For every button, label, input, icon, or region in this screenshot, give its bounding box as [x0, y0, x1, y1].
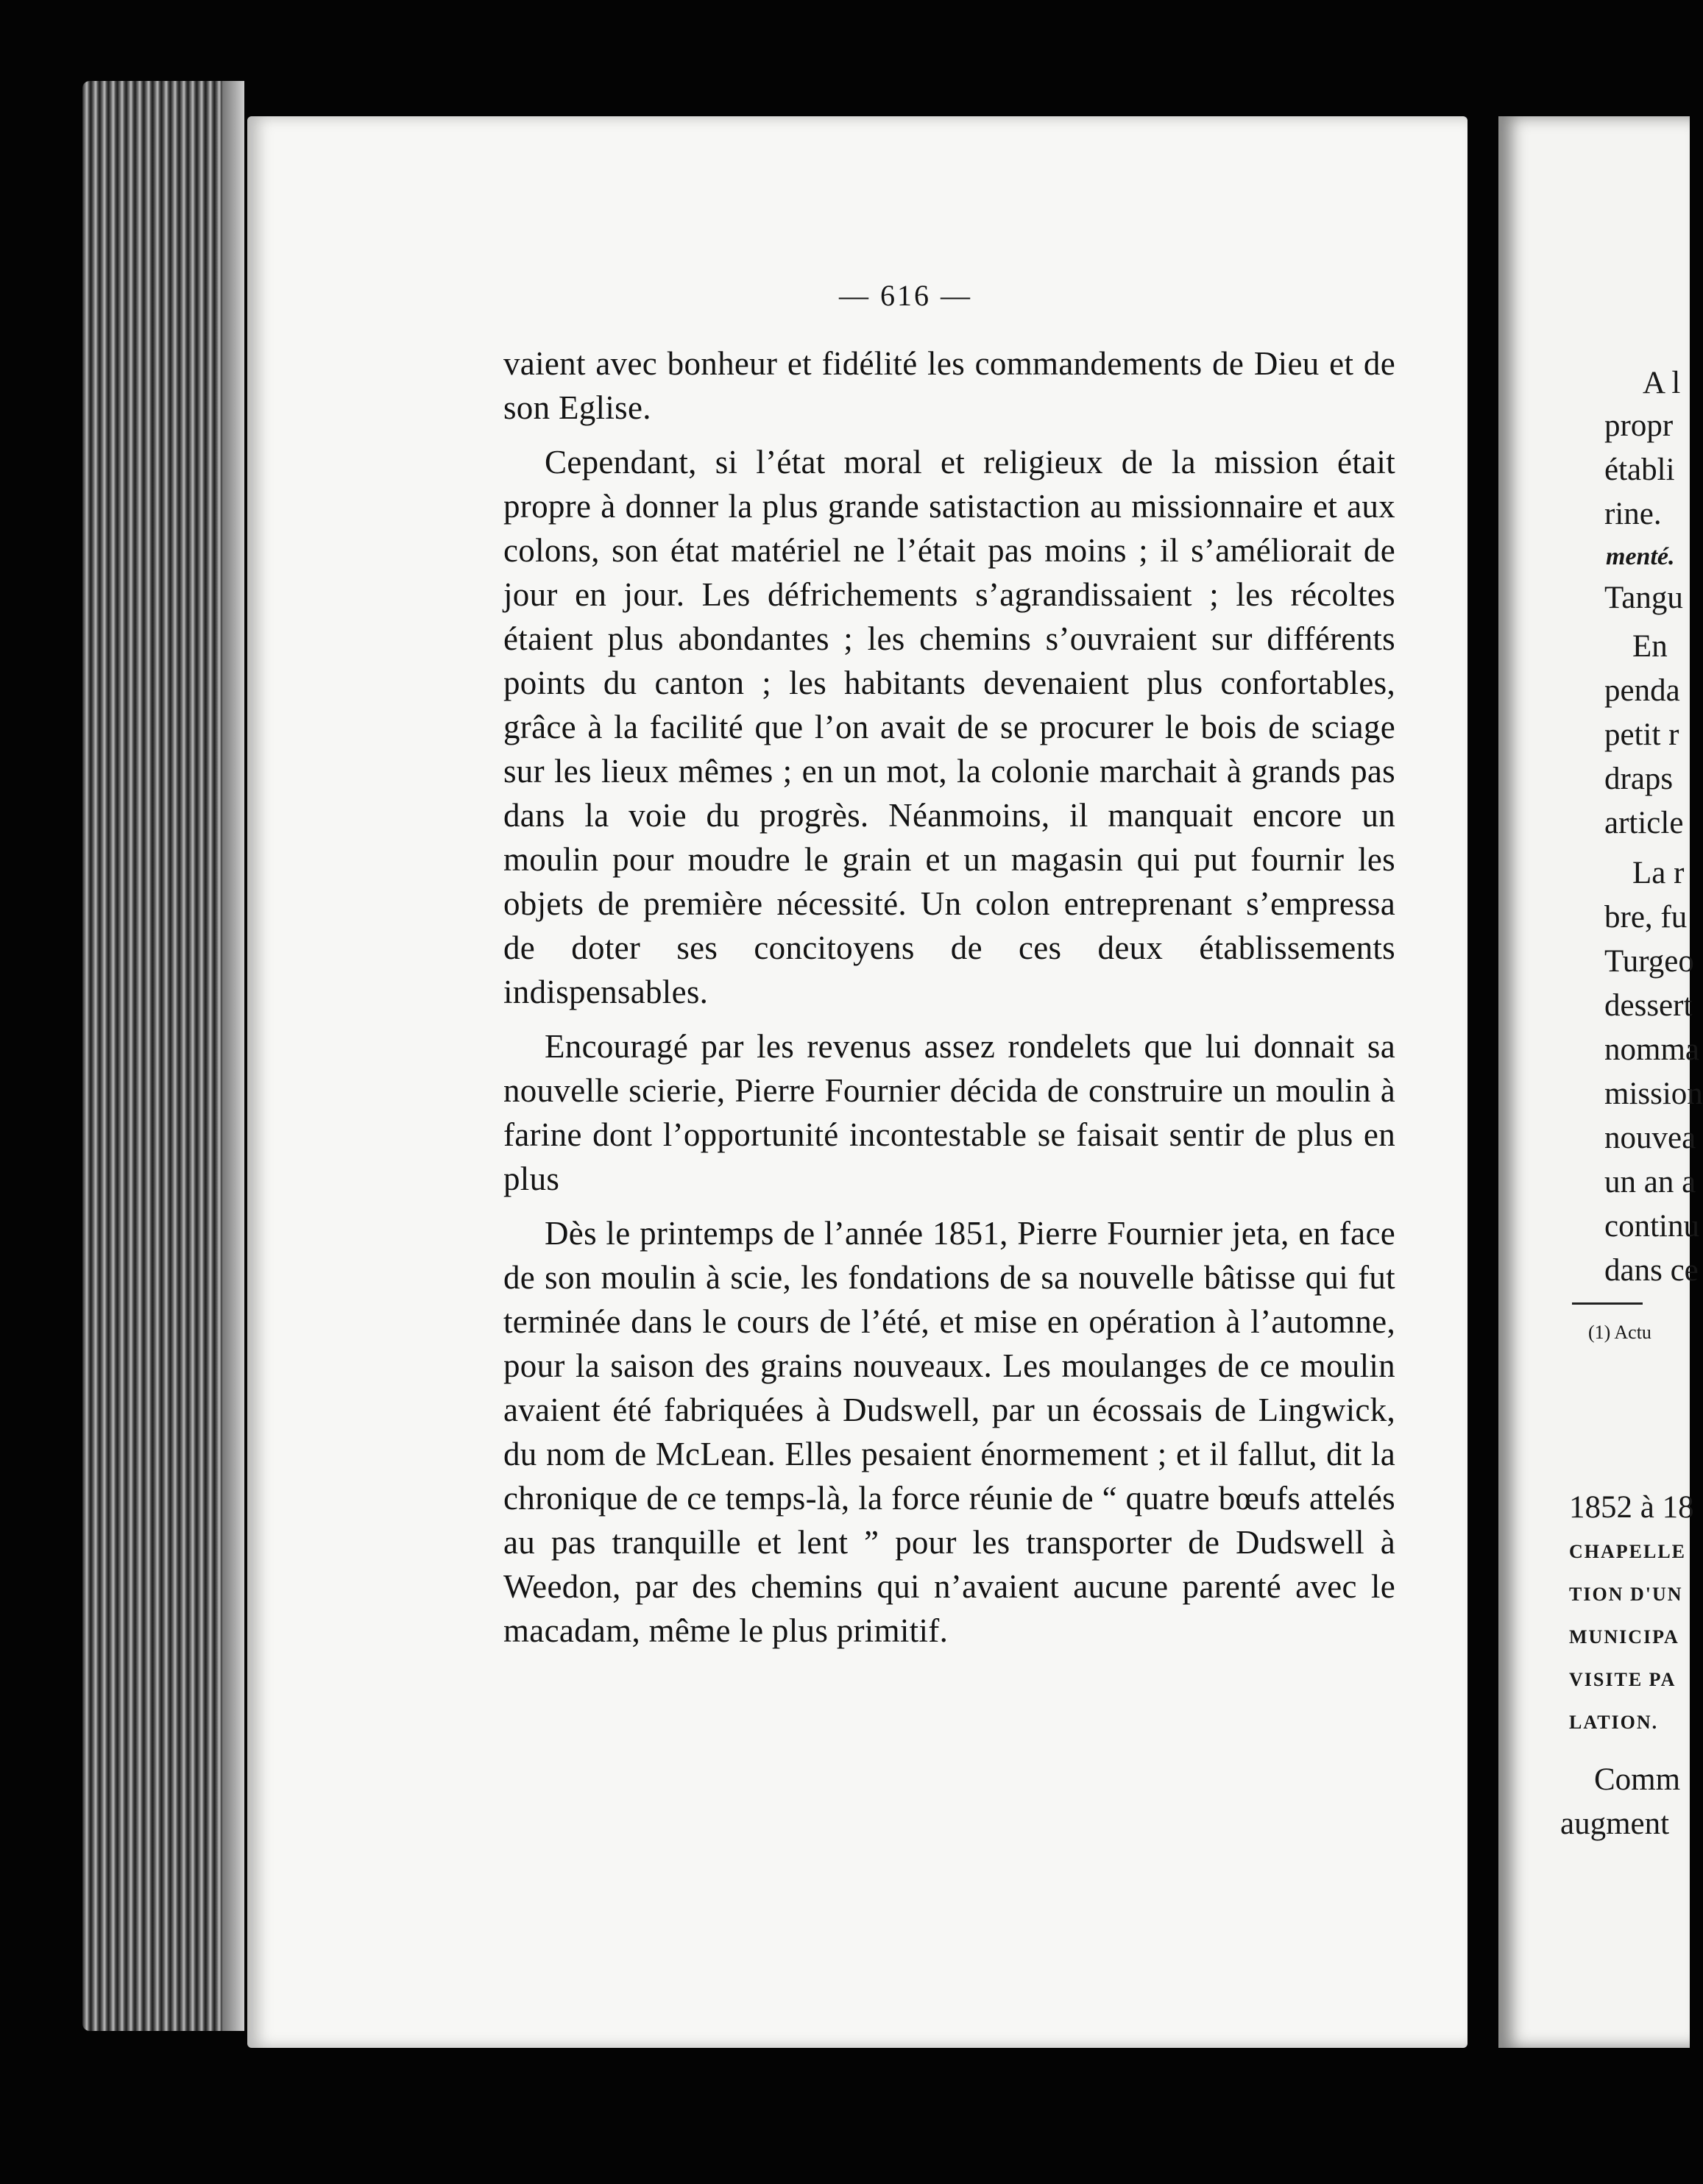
right-page-fragment: augment [1560, 1807, 1670, 1841]
right-page-fragment: menté. [1606, 543, 1675, 570]
right-page [1498, 116, 1703, 2048]
right-page-fragment: continu [1604, 1209, 1699, 1244]
right-page-fragment: draps [1604, 762, 1674, 796]
paragraph: Encouragé par les revenus assez rondelets que lui donnait sa nouvelle scierie, Pierre Fournier décida de construire un moulin à farine dont l’opportunité incontestable se faisait sentir de plus en plus [503, 1028, 1395, 1197]
page-number: — 616 — [839, 279, 972, 312]
right-page-fragment: propr [1604, 408, 1674, 443]
paragraph: Dès le printemps de l’année 1851, Pierre Fournier jeta, en face de son moulin à scie, les fondations de sa nouvelle bâtisse qui fut terminée dans le cours de l’été, et mise en opération à l’automne, pour la saison des grains nouveaux. Les moulanges de ce moulin avaient été fabriquées à Dudswell, par un écossais de Lingwick, du nom de McLean. Elles pesaient énormement ; et il fallut, dit la chronique de ce temps-là, la force réunie de “ quatre bœufs attelés au pas tranquille et lent ” pour les transporter de Dudswell à Weedon, par des chemins qui n’avaient aucune parenté avec le macadam, même le plus primitif. [503, 1215, 1395, 1649]
paragraph: Cependant, si l’état moral et religieux de la mission était propre à donner la plus grande satistaction au missionnaire et aux colons, son état matériel ne l’était pas moins ; il s’améliorait de jour en jour. Les défrichements s’agrandissaient ; les récoltes étaient plus abondantes ; les chemins s’ouvraient sur différents points du canton ; les habitants devenaient plus confortables, grâce à la facilité que l’on avait de se procurer le bois de sciage sur les lieux mêmes ; en un mot, la colonie marchait à grands pas dans la voie du progrès. Néanmoins, il manquait encore un moulin pour moudre le grain et un magasin qui put fournir les objets de première nécessité. Un colon entreprenant s’empressa de doter ses concitoyens de ces deux établissements indispensables. [503, 444, 1395, 1010]
section-summary-fragment: TION D'UN [1569, 1584, 1683, 1605]
paragraph: vaient avec bonheur et fidélité les commandements de Dieu et de son Eglise. [503, 345, 1395, 426]
right-page-fragment: mission [1604, 1077, 1703, 1111]
right-page-fragment: La r [1632, 856, 1685, 890]
section-summary-fragment: VISITE PA [1569, 1669, 1677, 1690]
right-page-fragment: En [1632, 629, 1668, 664]
right-page-fragment: article [1604, 806, 1684, 840]
right-page-fragment: rine. [1604, 497, 1662, 531]
right-page-fragment: bre, fu [1604, 900, 1688, 935]
book-page-edges [82, 81, 244, 2031]
right-page-fragment: Comm [1594, 1762, 1681, 1797]
right-page-fragment: dans ce [1604, 1253, 1699, 1288]
right-page-fragment: établi [1604, 453, 1675, 487]
section-summary-fragment: MUNICIPA [1569, 1626, 1679, 1648]
right-page-fragment: penda [1604, 673, 1680, 708]
right-page-fragment: nomma [1604, 1032, 1699, 1067]
footnote-fragment: (1) Actu [1588, 1322, 1651, 1343]
right-page-fragment: Tangu [1604, 581, 1683, 615]
right-page-fragment: Turgeo [1604, 944, 1694, 979]
right-page-fragment: petit r [1604, 717, 1679, 752]
section-summary-fragment: CHAPELLE [1569, 1541, 1687, 1562]
right-page-fragment: un an a [1604, 1165, 1696, 1199]
right-page-fragment: dessert [1604, 988, 1693, 1023]
right-page-fragment: 1852 à 18 [1569, 1490, 1694, 1525]
footnote-rule [1572, 1302, 1643, 1305]
right-page-fragment: A l [1643, 366, 1681, 400]
body-text [503, 341, 1395, 1653]
section-summary-fragment: LATION. [1569, 1712, 1659, 1733]
right-page-fragment: nouvea [1604, 1121, 1696, 1155]
